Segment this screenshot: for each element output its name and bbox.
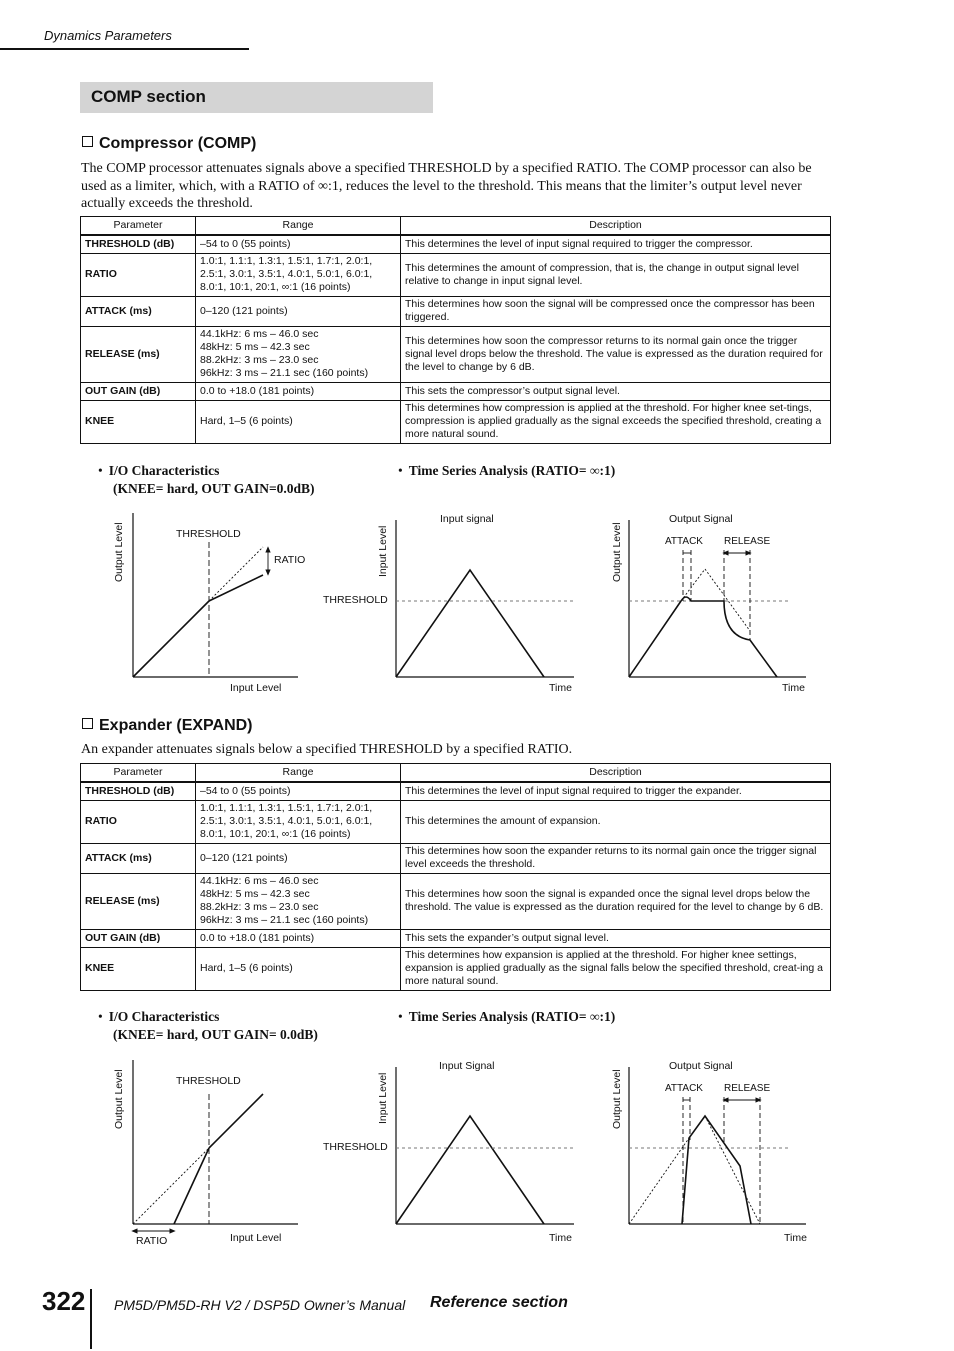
compressor-input-graph xyxy=(323,513,574,694)
expander-ts-bullet: • Time Series Analysis (RATIO= ∞:1) xyxy=(398,1009,616,1024)
param-range: 0.0 to +18.0 (181 points) xyxy=(196,382,401,400)
param-description: This sets the compressor’s output signal level. xyxy=(401,382,831,400)
table-row xyxy=(81,400,831,443)
param-description: This determines how soon the expander returns to its normal gain once the trigger signal level exceeds the threshold. xyxy=(401,843,831,873)
table-row xyxy=(81,947,831,990)
param-range: 44.1kHz: 6 ms – 46.0 sec 48kHz: 5 ms – 42.3 sec 88.2kHz: 3 ms – 23.0 sec 96kHz: 3 ms – 21.1 sec (160 points) xyxy=(196,873,401,929)
compressor-title: Compressor (COMP) xyxy=(99,135,257,152)
param-name: RATIO xyxy=(81,253,196,296)
column-header-description: Description xyxy=(401,217,831,236)
param-description: This determines the amount of compression, that is, the change in output signal level relative to change in input signal level. xyxy=(401,253,831,296)
table-row xyxy=(81,253,831,296)
y-axis-label: Input Level xyxy=(377,525,389,577)
x-axis-label: Input Level xyxy=(230,682,282,694)
column-header-description: Description xyxy=(401,764,831,783)
param-range: 1.0:1, 1.1:1, 1.3:1, 1.5:1, 1.7:1, 2.0:1, 2.5:1, 3.0:1, 3.5:1, 4.0:1, 5.0:1, 6.0:1, 8.0:1, 10:1, 20:1, ∞:1 (16 points) xyxy=(196,253,401,296)
footer-divider xyxy=(90,1289,92,1349)
expander-io-graph xyxy=(113,1060,298,1247)
y-axis-label: Output Level xyxy=(611,1069,623,1129)
threshold-label: THRESHOLD xyxy=(323,594,388,606)
column-header-range: Range xyxy=(196,217,401,236)
expander-output-graph xyxy=(611,1060,807,1244)
x-axis-label: Time xyxy=(784,1232,807,1244)
expander-parameter-table xyxy=(80,763,831,991)
ratio-label: RATIO xyxy=(136,1235,168,1247)
table-row xyxy=(81,843,831,873)
param-range: 44.1kHz: 6 ms – 46.0 sec 48kHz: 5 ms – 42.3 sec 88.2kHz: 3 ms – 23.0 sec 96kHz: 3 ms – 21.1 sec (160 points) xyxy=(196,326,401,382)
release-label: RELEASE xyxy=(724,1083,771,1094)
compressor-intro: The COMP processor attenuates signals above a specified THRESHOLD by a specified RATIO. The COMP processor can also be used as a limiter, which, with a RATIO of ∞:1, reduces the level to the threshold. This means that the limiter’s output level never actually exceeds the threshold. xyxy=(81,161,812,211)
param-description: This determines how compression is applied at the threshold. For higher knee set-tings, compression is applied gradually as the signal exceeds the specified threshold, creating a more natural sound. xyxy=(401,400,831,443)
param-name: THRESHOLD (dB) xyxy=(81,235,196,253)
compressor-output-graph xyxy=(611,513,806,694)
param-description: This determines the amount of expansion. xyxy=(401,800,831,843)
footer-section-name: Reference section xyxy=(430,1294,568,1311)
param-range: 0.0 to +18.0 (181 points) xyxy=(196,929,401,947)
expander-input-graph xyxy=(323,1060,574,1244)
compressor-io-bullet: • I/O Characteristics (KNEE= hard, OUT GAIN=0.0dB) xyxy=(98,463,315,496)
x-axis-label: Input Level xyxy=(230,1232,282,1244)
input-signal-curve xyxy=(396,570,544,677)
y-axis-label: Input Level xyxy=(377,1072,389,1124)
x-axis-label: Time xyxy=(549,1232,572,1244)
param-name: RELEASE (ms) xyxy=(81,326,196,382)
param-description: This determines how soon the compressor returns to its normal gain once the trigger signal level drops below the threshold. The value is expressed as the duration required for the level to change by 6 dB. xyxy=(401,326,831,382)
unity-line xyxy=(209,547,263,601)
io-curve-below xyxy=(133,601,209,677)
param-name: ATTACK (ms) xyxy=(81,296,196,326)
threshold-label: THRESHOLD xyxy=(323,1141,388,1153)
threshold-label: THRESHOLD xyxy=(176,1075,241,1087)
param-name: ATTACK (ms) xyxy=(81,843,196,873)
expander-intro: An expander attenuates signals below a specified THRESHOLD by a specified RATIO. xyxy=(81,742,573,757)
ratio-label: RATIO xyxy=(274,554,306,566)
unity-line xyxy=(133,1148,209,1224)
graph-title: Input Signal xyxy=(439,1060,495,1072)
graph-title: Input signal xyxy=(440,513,494,525)
param-description: This determines the level of input signal required to trigger the expander. xyxy=(401,782,831,800)
param-range: Hard, 1–5 (6 points) xyxy=(196,947,401,990)
param-description: This determines how soon the signal is expanded once the signal level drops below the threshold. The value is expressed as the duration required for the level to change by 6 dB. xyxy=(401,873,831,929)
io-curve-above xyxy=(209,1094,263,1148)
compressor-parameter-table xyxy=(80,216,831,444)
header-rule xyxy=(0,48,249,50)
param-description: This determines the level of input signal required to trigger the compressor. xyxy=(401,235,831,253)
param-name: OUT GAIN (dB) xyxy=(81,382,196,400)
x-axis-label: Time xyxy=(782,682,805,694)
param-name: THRESHOLD (dB) xyxy=(81,782,196,800)
expander-title: Expander (EXPAND) xyxy=(99,717,253,734)
y-axis-label: Output Level xyxy=(113,1069,125,1129)
param-name: RATIO xyxy=(81,800,196,843)
compressor-ts-bullet: • Time Series Analysis (RATIO= ∞:1) xyxy=(398,463,616,478)
graph-title: Output Signal xyxy=(669,513,733,525)
param-range: Hard, 1–5 (6 points) xyxy=(196,400,401,443)
compressor-io-graph xyxy=(113,513,305,694)
param-description: This determines how soon the signal will be compressed once the compressor has been triggered. xyxy=(401,296,831,326)
threshold-label: THRESHOLD xyxy=(176,528,241,540)
release-label: RELEASE xyxy=(724,536,771,547)
param-range: 1.0:1, 1.1:1, 1.3:1, 1.5:1, 1.7:1, 2.0:1, 2.5:1, 3.0:1, 3.5:1, 4.0:1, 5.0:1, 6.0:1, 8.0:1, 10:1, 20:1, ∞:1 (16 points) xyxy=(196,800,401,843)
graph-title: Output Signal xyxy=(669,1060,733,1072)
param-name: RELEASE (ms) xyxy=(81,873,196,929)
compressor-diagrams xyxy=(0,500,954,700)
param-range: –54 to 0 (55 points) xyxy=(196,235,401,253)
param-description: This determines how expansion is applied at the threshold. For higher knee settings, expansion is applied gradually as the signal falls below the specified threshold, creat-ing a more natural sound. xyxy=(401,947,831,990)
footer-manual-title: PM5D/PM5D-RH V2 / DSP5D Owner’s Manual xyxy=(114,1297,406,1313)
param-range: 0–120 (121 points) xyxy=(196,296,401,326)
output-signal-curve xyxy=(629,597,777,677)
attack-label: ATTACK xyxy=(665,536,703,547)
table-row xyxy=(81,382,831,400)
attack-label: ATTACK xyxy=(665,1083,703,1094)
page-number: 322 xyxy=(42,1286,86,1316)
param-description: This sets the expander’s output signal level. xyxy=(401,929,831,947)
input-signal-curve xyxy=(396,1116,544,1224)
section-title: COMP section xyxy=(91,87,206,106)
table-row xyxy=(81,929,831,947)
y-axis-label: Output Level xyxy=(611,522,623,582)
running-header: Dynamics Parameters xyxy=(44,28,172,43)
table-row xyxy=(81,235,831,253)
table-row xyxy=(81,296,831,326)
table-row xyxy=(81,782,831,800)
param-name: KNEE xyxy=(81,947,196,990)
checkbox-square-icon xyxy=(82,718,93,729)
output-signal-curve xyxy=(682,1116,751,1224)
param-name: OUT GAIN (dB) xyxy=(81,929,196,947)
compressor-heading xyxy=(82,135,256,153)
expander-heading xyxy=(82,717,253,735)
table-row xyxy=(81,873,831,929)
column-header-range: Range xyxy=(196,764,401,783)
expander-io-bullet: • I/O Characteristics (KNEE= hard, OUT GAIN= 0.0dB) xyxy=(98,1009,318,1042)
param-range: 0–120 (121 points) xyxy=(196,843,401,873)
table-row xyxy=(81,800,831,843)
x-axis-label: Time xyxy=(549,682,572,694)
checkbox-square-icon xyxy=(82,136,93,147)
y-axis-label: Output Level xyxy=(113,522,125,582)
param-range: –54 to 0 (55 points) xyxy=(196,782,401,800)
io-curve-expanded xyxy=(174,1148,209,1224)
io-curve-compressed xyxy=(209,575,263,601)
table-row xyxy=(81,326,831,382)
expander-diagrams xyxy=(0,1050,954,1250)
column-header-parameter: Parameter xyxy=(81,217,196,236)
column-header-parameter: Parameter xyxy=(81,764,196,783)
param-name: KNEE xyxy=(81,400,196,443)
